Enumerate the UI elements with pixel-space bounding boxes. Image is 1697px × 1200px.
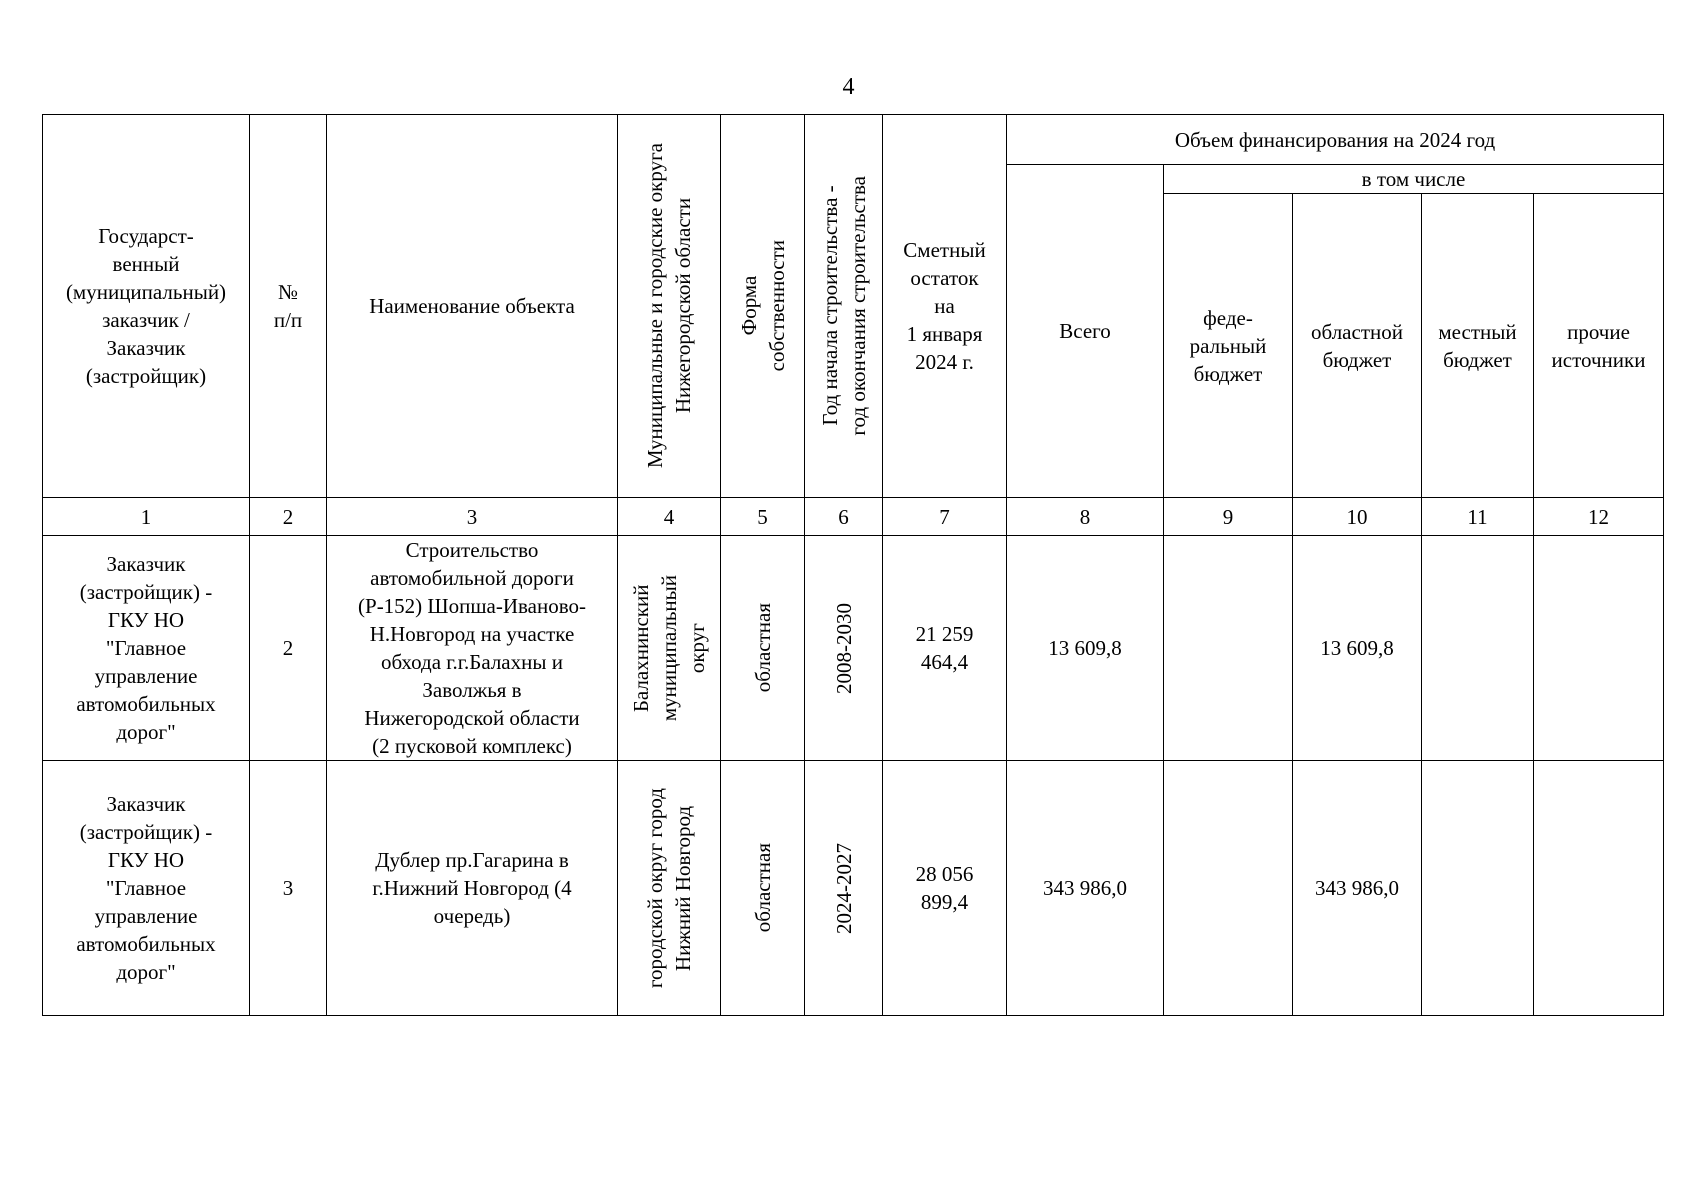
estimated-balance-cell: 21 259 464,4 — [883, 536, 1007, 761]
column-number: 7 — [883, 498, 1007, 536]
column-number: 9 — [1164, 498, 1293, 536]
other-cell — [1534, 761, 1664, 1016]
ownership-cell-wrap — [721, 536, 805, 761]
header-regional: областной бюджет — [1293, 194, 1422, 498]
header-including: в том числе — [1164, 165, 1664, 194]
federal-cell — [1164, 536, 1293, 761]
customer-cell: Заказчик (застройщик) - ГКУ НО "Главное управление автомобильных дорог" — [43, 536, 250, 761]
ownership-cell-wrap — [721, 761, 805, 1016]
header-object-name: Наименование объекта — [327, 115, 618, 498]
district-cell-wrap — [618, 761, 721, 1016]
local-cell — [1422, 536, 1534, 761]
column-number: 1 — [43, 498, 250, 536]
column-number: 12 — [1534, 498, 1664, 536]
district-cell: городской округ город Нижний Новгород — [643, 787, 695, 989]
column-number: 11 — [1422, 498, 1534, 536]
header-district: Муниципальные и городские округа Нижегородской области — [643, 143, 695, 469]
federal-cell — [1164, 761, 1293, 1016]
other-cell — [1534, 536, 1664, 761]
header-years: Год начала строительства - год окончания строительства — [817, 176, 870, 436]
page-number: 4 — [842, 74, 855, 100]
column-number: 3 — [327, 498, 618, 536]
estimated-balance-cell: 28 056 899,4 — [883, 761, 1007, 1016]
header-district-cell — [618, 115, 721, 498]
column-number: 10 — [1293, 498, 1422, 536]
header-other: прочие источники — [1534, 194, 1664, 498]
total-cell: 13 609,8 — [1007, 536, 1164, 761]
header-total: Всего — [1007, 165, 1164, 498]
header-ownership: Форма собственности — [736, 240, 789, 372]
table-row — [43, 536, 1664, 761]
column-number: 8 — [1007, 498, 1164, 536]
district-cell: Балахнинский муниципальный округ — [629, 574, 709, 722]
financing-table — [42, 114, 1664, 1016]
column-number: 4 — [618, 498, 721, 536]
column-number-row — [43, 498, 1664, 536]
header-federal: феде- ральный бюджет — [1164, 194, 1293, 498]
header-years-cell — [805, 115, 883, 498]
object-name-cell: Дублер пр.Гагарина в г.Нижний Новгород (4 очередь) — [327, 761, 618, 1016]
object-name-cell: Строительство автомобильной дороги (Р-152) Шопша-Иваново- Н.Новгород на участке обхода г.г.Балахны и Заволжья в Нижегородской области (2 пусковой комплекс) — [327, 536, 618, 761]
years-cell-wrap — [805, 761, 883, 1016]
header-funding-group: Объем финансирования на 2024 год — [1007, 115, 1664, 165]
row-number-cell: 3 — [250, 761, 327, 1016]
column-number: 5 — [721, 498, 805, 536]
regional-cell: 343 986,0 — [1293, 761, 1422, 1016]
district-cell-wrap — [618, 536, 721, 761]
years-cell-wrap — [805, 536, 883, 761]
total-cell: 343 986,0 — [1007, 761, 1164, 1016]
header-customer: Государст- венный (муниципальный) заказчик / Заказчик (застройщик) — [43, 115, 250, 498]
ownership-cell: областная — [750, 603, 775, 693]
years-cell: 2008-2030 — [831, 602, 856, 694]
column-number: 6 — [805, 498, 883, 536]
column-number: 2 — [250, 498, 327, 536]
header-ownership-cell — [721, 115, 805, 498]
local-cell — [1422, 761, 1534, 1016]
customer-cell: Заказчик (застройщик) - ГКУ НО "Главное управление автомобильных дорог" — [43, 761, 250, 1016]
table-row — [43, 761, 1664, 1016]
regional-cell: 13 609,8 — [1293, 536, 1422, 761]
ownership-cell: областная — [750, 843, 775, 933]
header-local: местный бюджет — [1422, 194, 1534, 498]
years-cell: 2024-2027 — [831, 842, 856, 934]
header-number: № п/п — [250, 115, 327, 498]
row-number-cell: 2 — [250, 536, 327, 761]
header-estimated-balance: Сметный остаток на 1 января 2024 г. — [883, 115, 1007, 498]
